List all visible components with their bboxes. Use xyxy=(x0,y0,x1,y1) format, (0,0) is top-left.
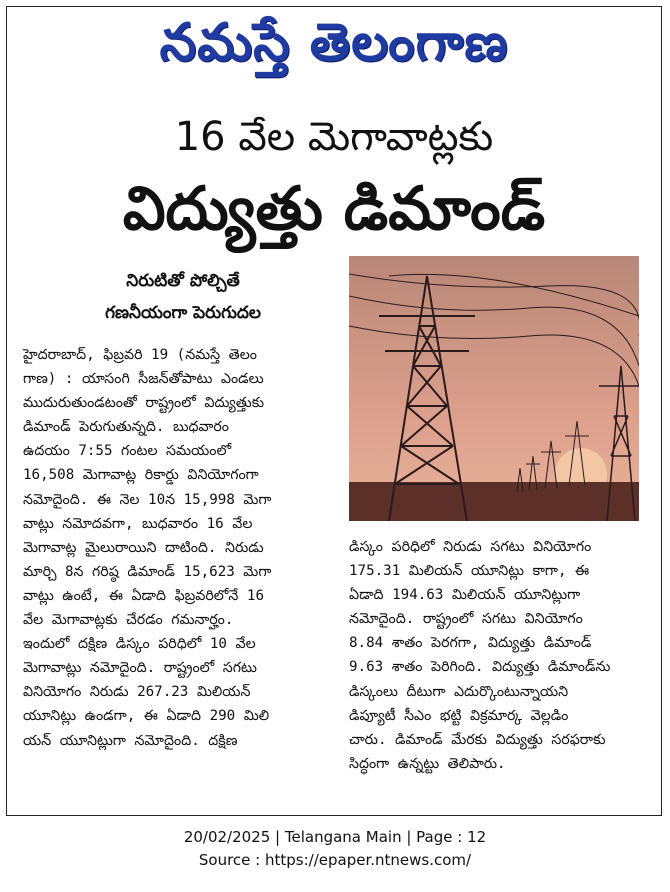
headline-line-1: 16 వేల మెగావాట్లకు xyxy=(174,114,494,160)
body-line: డిస్కంలు దీటుగా ఎదుర్కొంటున్నాయని xyxy=(349,683,569,700)
article-body-right-column xyxy=(349,535,661,776)
body-line: ఏడాది 194.63 మిలియన్ యూనిట్లుగా xyxy=(349,587,581,604)
subheadline-line-1: నిరుటితో పోల్చితే xyxy=(126,271,240,291)
body-line: యూనిట్లు ఉండగా, ఈ ఏడాది 290 మిలి xyxy=(23,708,270,725)
body-line: 8.84 శాతం పెరగగా, విద్యుత్తు డిమాండ్ xyxy=(349,635,592,652)
article-frame xyxy=(6,6,662,816)
body-line: డిస్కం పరిధిలో నిరుడు సగటు వినియోగం xyxy=(349,539,592,555)
body-line: నమోదైంది. రాష్ట్రంలో సగటు వినియోగం xyxy=(349,611,583,628)
body-line: ఉదయం 7:55 గంటల సమయంలో xyxy=(23,443,232,460)
body-line: మెగావాట్ల మైలురాయిని దాటింది. నిరుడు xyxy=(23,539,264,556)
body-line: 175.31 మిలియన్ యూనిట్లు కాగా, ఈ xyxy=(349,563,590,580)
body-line: వాట్లు నమోదవగా, బుధవారం 16 వేల xyxy=(23,515,253,532)
footer-source-link[interactable]: Source : https://epaper.ntnews.com/ xyxy=(198,851,472,869)
body-line: నమోదైంది. ఈ నెల 10న 15,998 మెగా xyxy=(23,491,272,508)
headline-line-2: విద్యుత్తు డిమాండ్ xyxy=(122,174,546,244)
body-line: డిమాండ్ పెరుగుతున్నది. బుధవారం xyxy=(23,419,229,436)
subheadline-line-2: గణనీయంగా పెరుగుదల xyxy=(105,303,261,323)
body-line: వేల మెగావాట్లకు చేరడం గమనార్హం. xyxy=(23,612,234,629)
body-line: చారు. డిమాండ్ మేరకు విద్యుత్తు సరఫరాకు xyxy=(349,731,606,748)
body-line: 16,508 మెగావాట్ల రికార్డు వినియోగంగా xyxy=(23,467,259,484)
footer-date-edition: 20/02/2025 | Telangana Main | Page : 12 xyxy=(183,828,487,846)
body-line: వినియోగం నిరుడు 267.23 మిలియన్ xyxy=(23,684,251,701)
body-line: ఇందులో దక్షిణ డిస్కం పరిధిలో 10 వేల xyxy=(23,636,256,653)
newspaper-masthead: నమస్తే తెలంగాణ xyxy=(159,13,509,73)
body-line: యన్ యూనిట్లుగా నమోదైంది. దక్షిణ xyxy=(23,732,238,749)
body-line: మార్చి 8న గరిష్ఠ డిమాండ్ 15,623 మెగా xyxy=(23,563,272,580)
body-line: డిప్యూటీ సీఎం భట్టి విక్రమార్క వెల్లడిం xyxy=(349,707,569,724)
body-line: వాట్లు ఉంటే, ఈ ఏడాది ఫిబ్రవరిలోనే 16 xyxy=(23,587,264,604)
power-transmission-tower-sunset-image xyxy=(349,256,639,521)
article-body-left-column xyxy=(23,343,343,753)
body-line: సిద్ధంగా ఉన్నట్టు తెలిపారు. xyxy=(349,755,506,772)
body-line: గాణ) : యాసంగి సీజన్‌తోపాటు ఎండలు xyxy=(23,371,264,388)
body-line: హైదరాబాద్, ఫిబ్రవరి 19 (నమస్తే తెలం xyxy=(23,347,257,363)
body-line: ముదురుతుండటంతో రాష్ట్రంలో విద్యుత్తుకు xyxy=(23,395,265,412)
body-line: మెగావాట్లు నమోదైంది. రాష్ట్రంలో సగటు xyxy=(23,660,257,677)
power-tower-photo xyxy=(349,256,639,521)
body-line: 9.63 శాతం పెరిగింది. విద్యుత్తు డిమాండ్‌ను xyxy=(349,659,611,676)
